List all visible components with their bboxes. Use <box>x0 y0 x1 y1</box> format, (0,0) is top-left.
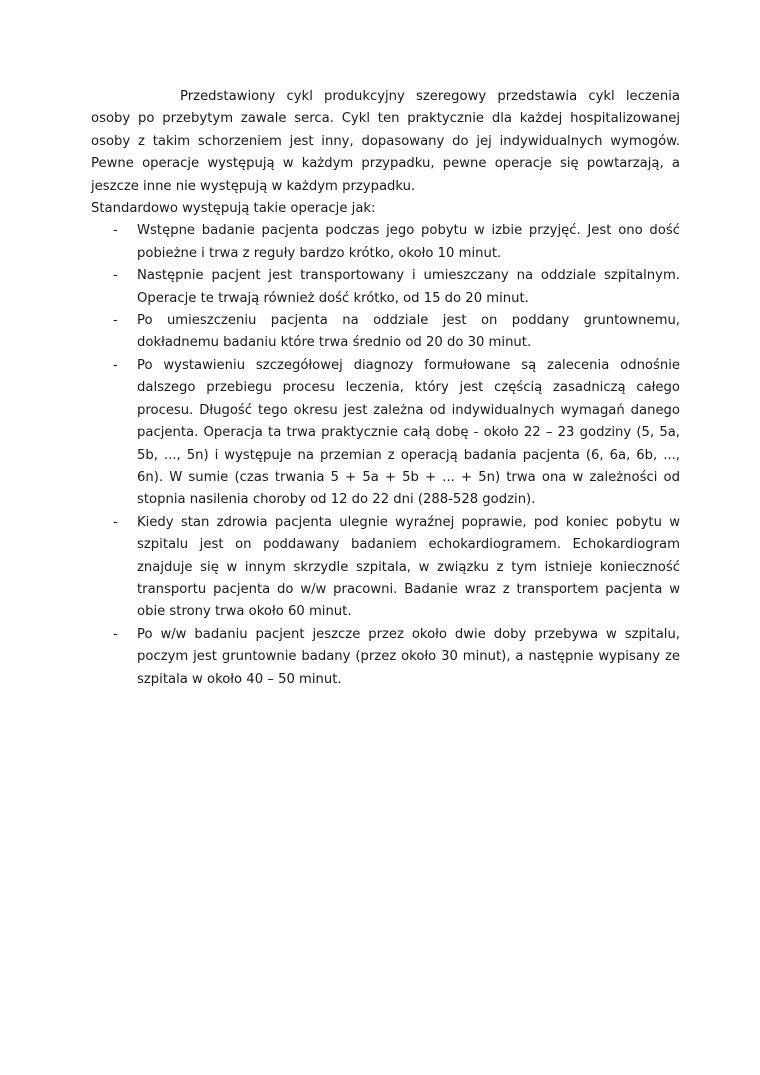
list-bullet: - <box>113 357 118 373</box>
list-item-text: Po wystawieniu szczegółowej diagnozy formułowane są zalecenia odnośnie dalszego przebiegu procesu leczenia, który jest częścią zasadniczą całego procesu. Długość tego okresu jest zależna od indywidualnych wymagań danego pacjenta. Operacja ta trwa praktycznie całą dobę - około 22 – 23 godziny (5, 5a, 5b, ..., 5n) i występuje na przemian z operacją badania pacjenta (6, 6a, 6b, ..., 6n). W sumie (czas trwania 5 + 5a + 5b + ... + 5n) trwa ona w zależności od stopnia nasilenia choroby od 12 do 22 dni (288-528 godzin). <box>137 357 680 508</box>
list-bullet: - <box>113 514 118 530</box>
list-item <box>91 265 680 310</box>
list-bullet: - <box>113 313 118 329</box>
intro-paragraph: Przedstawiony cykl produkcyjny szeregowy przedstawia cykl leczenia osoby po przebytym zawale serca. Cykl ten praktycznie dla każdej hospitalizowanej osoby z takim schorzeniem jest inny, dopasowany do jej indywidualnych wymogów. Pewne operacje występują w każdym przypadku, pewne operacje się powtarzają, a jeszcze inne nie występują w każdym przypadku. <box>91 89 680 194</box>
document-page <box>91 86 680 691</box>
list-item <box>91 355 680 512</box>
list-item-text: Kiedy stan zdrowia pacjenta ulegnie wyraźnej poprawie, pod koniec pobytu w szpitalu jest on poddawany badaniem echokardiogramem. Echokardiogram znajduje się w innym skrzydle szpitala, w związku z tym istnieje konieczność transportu pacjenta do w/w pracowni. Badanie wraz z transportem pacjenta w obie strony trwa około 60 minut. <box>137 514 680 620</box>
list-item <box>91 220 680 265</box>
list-bullet: - <box>113 268 118 284</box>
list-item-text: Następnie pacjent jest transportowany i umieszczany na oddziale szpitalnym. Operacje te trwają również dość krótko, od 15 do 20 minut. <box>137 268 680 306</box>
list-bullet: - <box>113 626 118 642</box>
list-item-text: Po w/w badaniu pacjent jeszcze przez około dwie doby przebywa w szpitalu, poczym jest gruntownie badany (przez około 30 minut), a następnie wypisany ze szpitala w około 40 – 50 minut. <box>137 626 680 687</box>
list-item <box>91 624 680 691</box>
list-bullet: - <box>113 223 118 239</box>
list-item <box>91 512 680 624</box>
list-item <box>91 310 680 355</box>
list-item-text: Po umieszczeniu pacjenta na oddziale jest on poddany gruntownemu, dokładnemu badaniu które trwa średnio od 20 do 30 minut. <box>137 313 680 351</box>
operations-list <box>91 220 680 691</box>
operations-lead-in: Standardowo występują takie operacje jak: <box>91 201 376 217</box>
list-item-text: Wstępne badanie pacjenta podczas jego pobytu w izbie przyjęć. Jest ono dość pobieżne i trwa z reguły bardzo krótko, około 10 minut. <box>137 223 680 261</box>
